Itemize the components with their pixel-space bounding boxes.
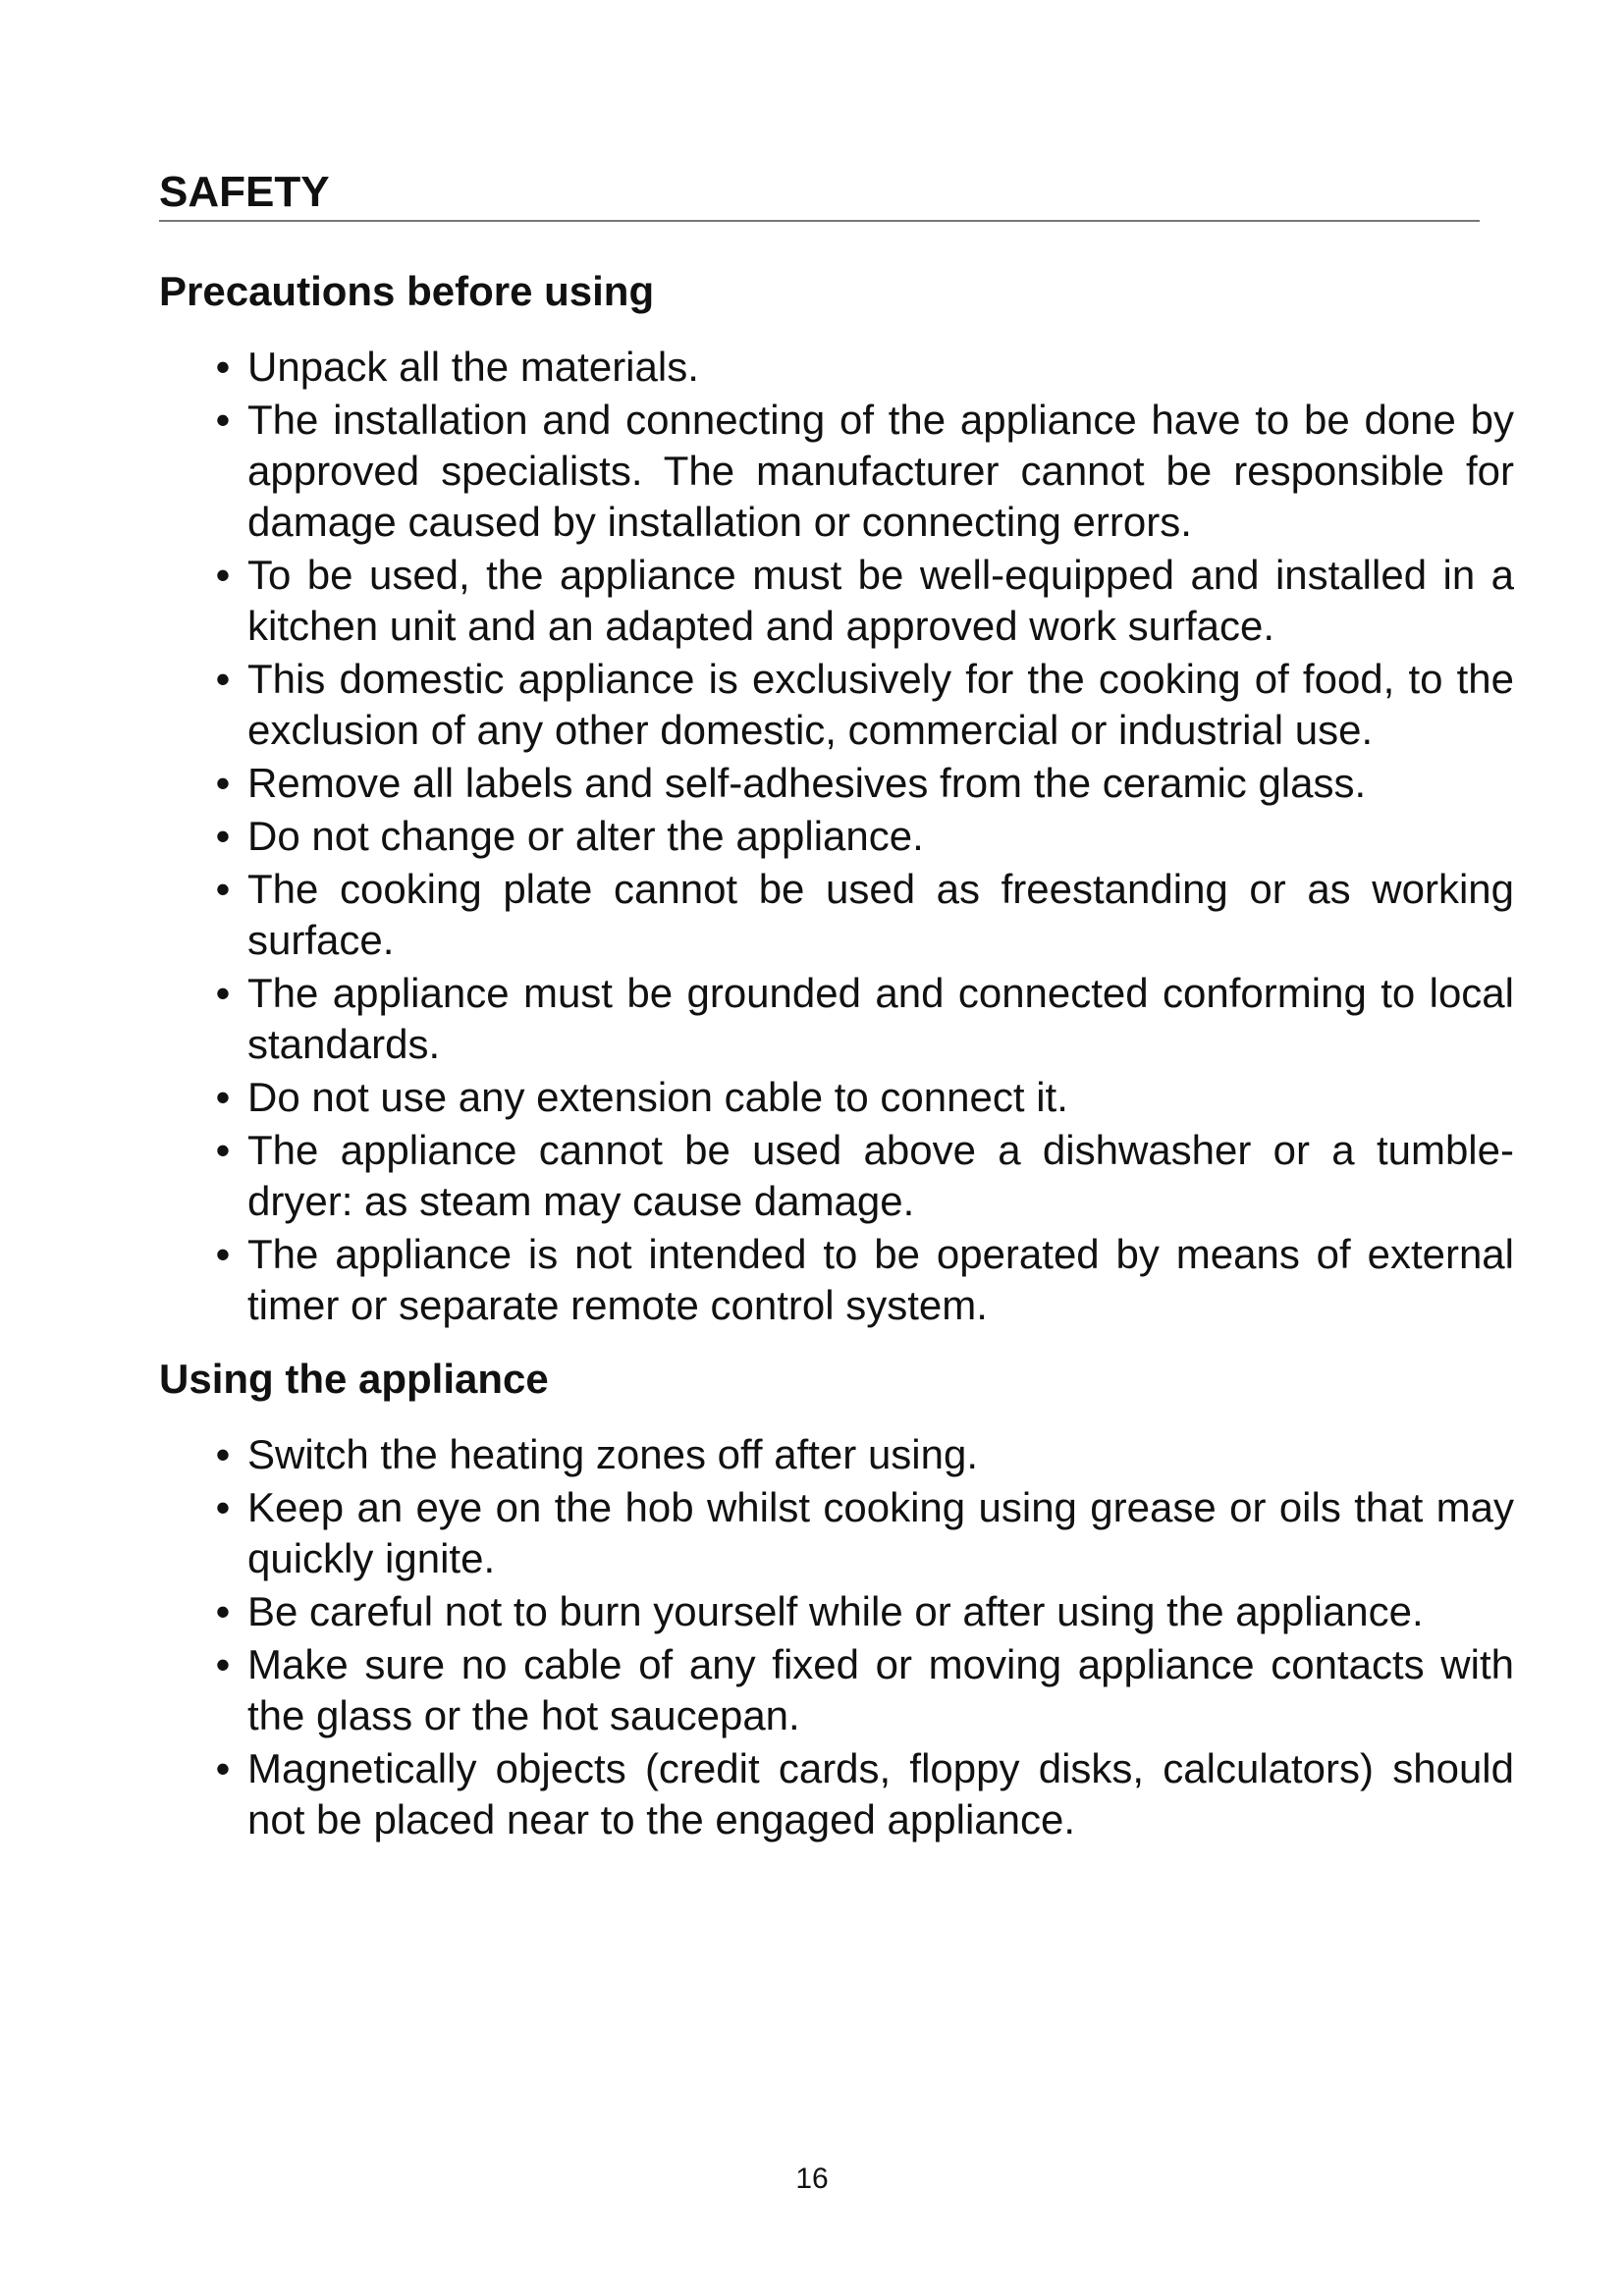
section-heading-precautions: Precautions before using [159, 268, 655, 314]
list-item-text: Switch the heating zones off after using. [247, 1431, 979, 1477]
bullet-icon: • [215, 344, 231, 390]
bullet-icon: • [215, 970, 231, 1016]
precautions-list [159, 342, 1514, 1331]
bullet-icon: • [215, 866, 231, 912]
bullet-icon: • [215, 1231, 231, 1277]
list-item [208, 1639, 1514, 1741]
bullet-icon: • [215, 1588, 231, 1634]
bullet-icon: • [215, 813, 231, 859]
list-item-text: Make sure no cable of any fixed or moving appliance contacts with the glass or the hot saucepan. [247, 1641, 1514, 1738]
list-item-text: Magnetically objects (credit cards, floppy disks, calculators) should not be placed near to the engaged appliance. [247, 1745, 1514, 1842]
list-item-text: The cooking plate cannot be used as freestanding or as working surface. [247, 866, 1514, 963]
page-number: 16 [795, 2163, 829, 2195]
list-item-text: This domestic appliance is exclusively for the cooking of food, to the exclusion of any other domestic, commercial or industrial use. [247, 656, 1514, 753]
list-item [208, 1072, 1514, 1123]
list-item [208, 550, 1514, 652]
bullet-icon: • [215, 397, 231, 443]
page-title: SAFETY [159, 168, 330, 216]
list-item-text: Remove all labels and self-adhesives from the ceramic glass. [247, 760, 1367, 806]
list-item-text: The appliance must be grounded and connected conforming to local standards. [247, 970, 1514, 1067]
list-item [208, 758, 1514, 809]
list-item [208, 1429, 1514, 1480]
list-item [208, 1125, 1514, 1227]
bullet-icon: • [215, 1484, 231, 1530]
list-item [208, 1482, 1514, 1584]
section-heading-using: Using the appliance [159, 1356, 549, 1402]
list-item [208, 342, 1514, 393]
bullet-icon: • [215, 1745, 231, 1791]
bullet-icon: • [215, 760, 231, 806]
list-item-text: To be used, the appliance must be well-equipped and installed in a kitchen unit and an adapted and approved work surface. [247, 552, 1514, 649]
list-item-text: Do not change or alter the appliance. [247, 813, 924, 859]
list-item-text: Keep an eye on the hob whilst cooking using grease or oils that may quickly ignite. [247, 1484, 1514, 1581]
bullet-icon: • [215, 1641, 231, 1687]
list-item [208, 1586, 1514, 1637]
bullet-icon: • [215, 656, 231, 702]
list-item [208, 1743, 1514, 1845]
document-page [159, 167, 1514, 1847]
bullet-icon: • [215, 1431, 231, 1477]
title-underline [159, 220, 1480, 222]
list-item-text: The appliance is not intended to be operated by means of external timer or separate remote control system. [247, 1231, 1514, 1328]
list-item [208, 654, 1514, 756]
list-item [208, 395, 1514, 548]
list-item-text: Do not use any extension cable to connect it. [247, 1074, 1068, 1120]
list-item [208, 968, 1514, 1070]
using-list [159, 1429, 1514, 1845]
list-item-text: Be careful not to burn yourself while or after using the appliance. [247, 1588, 1424, 1634]
bullet-icon: • [215, 552, 231, 598]
list-item-text: The installation and connecting of the appliance have to be done by approved specialists. The manufacturer cannot be responsible for damage caused by installation or connecting errors. [247, 397, 1514, 545]
bullet-icon: • [215, 1074, 231, 1120]
list-item [208, 864, 1514, 966]
bullet-icon: • [215, 1127, 231, 1173]
list-item [208, 1229, 1514, 1331]
list-item [208, 811, 1514, 862]
list-item-text: The appliance cannot be used above a dishwasher or a tumble-dryer: as steam may cause damage. [247, 1127, 1514, 1224]
list-item-text: Unpack all the materials. [247, 344, 699, 390]
